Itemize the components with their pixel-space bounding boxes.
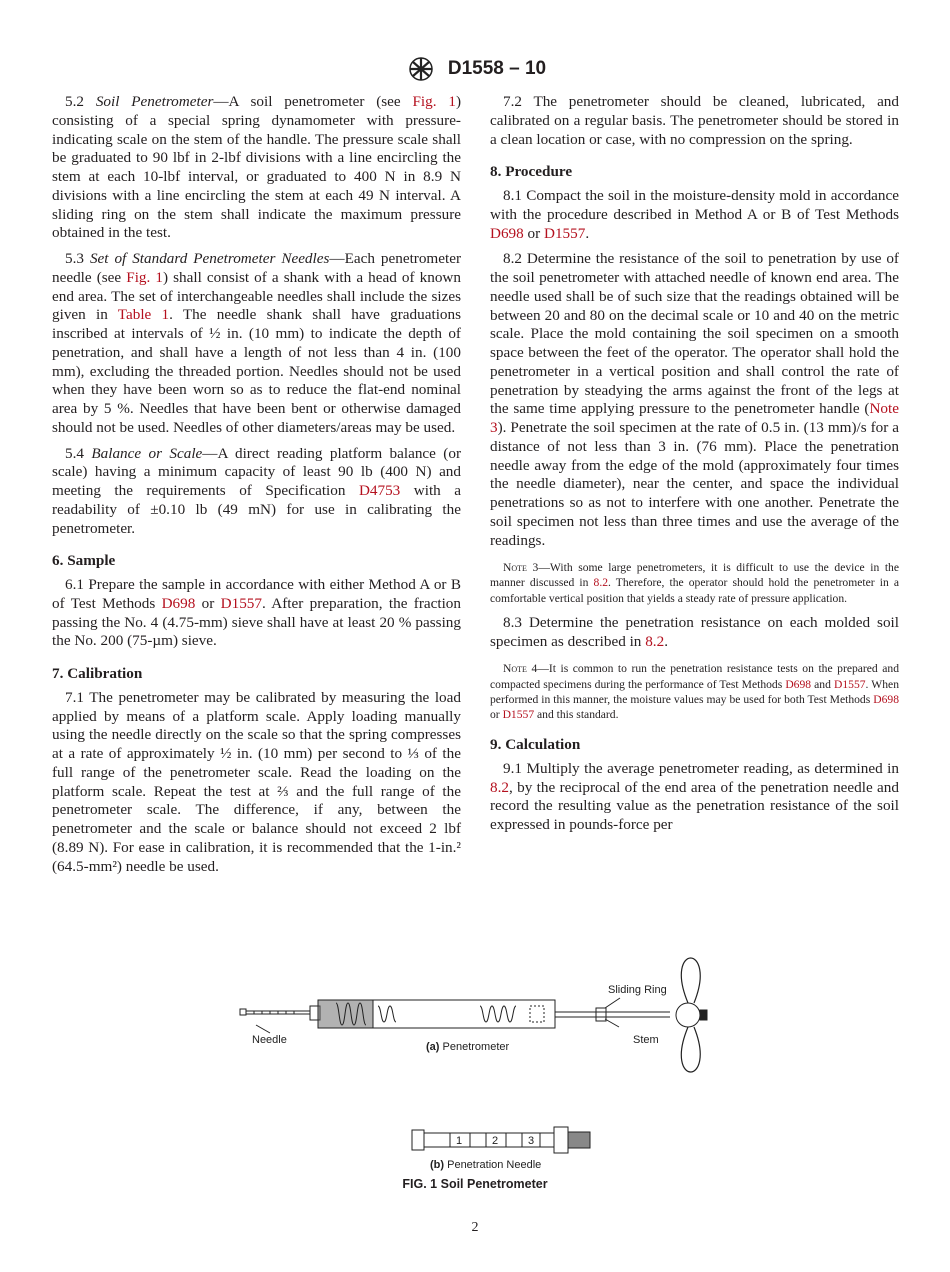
text-run: and	[811, 677, 834, 691]
cross-reference-link[interactable]: D1557	[220, 594, 262, 612]
paragraph	[490, 250, 899, 550]
text-run: 3—With some large penetrometers, it is difficult to use the device in the manner discussed in	[490, 561, 899, 590]
italic-term: Soil Penetrometer	[95, 93, 214, 110]
cross-reference-link[interactable]: D4753	[358, 482, 401, 499]
subcaption-b: (b) Penetration Needle	[430, 1159, 542, 1171]
penetration-needle-drawing	[412, 1127, 590, 1153]
paragraph	[490, 614, 899, 652]
cross-reference-link[interactable]: Fig. 1	[126, 268, 163, 286]
subcaption-a: (a) Penetrometer	[426, 1041, 510, 1053]
paragraph	[490, 93, 899, 149]
section-heading	[52, 665, 461, 684]
text-run: 8.1 Compact the soil in the moisture-density mold in accordance with the procedure described in Method A or B of Test Methods	[490, 187, 899, 223]
text-run: .	[664, 632, 668, 650]
cross-reference-link[interactable]: D698	[873, 692, 899, 706]
cross-reference-link[interactable]: D698	[161, 594, 196, 612]
soil-penetrometer-figure	[230, 930, 730, 1200]
paragraph	[52, 689, 461, 877]
text-run: with a readability of ±0.10 lb (49 mN) for use in calibrating the penetrometer.	[52, 482, 461, 537]
text-run: or	[490, 707, 503, 721]
text-run: 9.1 Multiply the average penetrometer reading, as determined in	[503, 759, 899, 777]
left-column	[52, 93, 461, 883]
text-run: . Therefore, the operator should hold the penetrometer in a comfortable vertical position that yields a steady rate of pressure application.	[490, 576, 899, 605]
cross-reference-link[interactable]: D698	[785, 677, 812, 691]
section-heading	[490, 163, 899, 182]
text-run: , by the reciprocal of the end area of the penetration needle and record the resulting value as the penetration resistance of the soil expressed in pounds-force per	[490, 778, 899, 834]
needle-mark-1: 1	[456, 1135, 463, 1147]
paragraph	[52, 250, 461, 438]
text-run: 6. Sample	[52, 552, 116, 570]
needle-mark-3: 3	[528, 1135, 535, 1147]
cross-reference-link[interactable]: 8.2	[645, 632, 665, 650]
text-run: 8. Procedure	[490, 163, 573, 181]
paragraph	[490, 187, 899, 243]
note-paragraph	[490, 560, 899, 606]
paragraph	[52, 576, 461, 651]
text-run: 4—It is common to run the penetration resistance tests on the prepared and compacted specimens during the performance of Test Methods	[490, 662, 899, 691]
cross-reference-link[interactable]: D1557	[833, 677, 866, 691]
text-run: 7.2 The penetrometer should be cleaned, lubricated, and calibrated on a regular basis. The penetrometer should be stored in a clean location or case, with no compression on the spring.	[490, 93, 899, 148]
text-run: and this standard.	[534, 707, 619, 721]
text-run: . After preparation, the fraction passing the No. 4 (4.75-mm) sieve shall have at least 20 % passing the No. 200 (75-µm) sieve.	[52, 594, 461, 650]
text-run: . The needle shank shall have graduations inscribed at intervals of ½ in. (10 mm) to indicate the depth of penetration, and shall have a length of not less than 4 in. (100 mm), excluding the threaded portion. Needles should not be used when they have been worn so as to reduce the flat-end nominal area by 5 %. Needles that have been bent or otherwise damaged should not be used. Needles of other diameters/areas may be used.	[52, 306, 462, 436]
italic-term: Set of Standard Penetrometer Needles	[89, 250, 330, 267]
astm-logo-icon	[404, 56, 438, 82]
cross-reference-link[interactable]: Fig. 1	[412, 93, 456, 110]
text-run: Note	[503, 561, 527, 575]
text-run: —A soil penetrometer (see	[213, 93, 413, 110]
cross-reference-link[interactable]: Note 3	[490, 400, 899, 436]
text-run: 9. Calculation	[490, 736, 581, 754]
needle-mark-2: 2	[492, 1135, 499, 1147]
standard-designation: D1558 – 10	[447, 58, 547, 79]
cross-reference-link[interactable]: 8.2	[593, 576, 609, 590]
text-run: ). Penetrate the soil specimen at the rate of 0.5 in. (13 mm)/s for a distance of not less than 3 in. (76 mm). Place the penetration needle away from the edge of the mold (approximately four times the needle diameter), near the center, and space the individual penetrations so as not to interfere with one another. Penetrate the soil specimen not less than three times and use the average of the readings.	[490, 419, 899, 549]
cross-reference-link[interactable]: 8.2	[490, 778, 509, 796]
text-run: 7.1 The penetrometer may be calibrated by measuring the load applied by means of a platform scale. Apply loading manually using the needle directly on the scale so that the spring compresses at a rate of approximately ½ in. (10 mm) per second to ⅓ of the full range of the penetrometer scale. Read the loading on the platform scale. Repeat the test at ⅔ and the full range of the penetrometer scale. The difference, if any, between the penetrometer and the scale or balance should not exceed 2 lbf (8.89 N). For ease in calibration, it is recommended that the 1-in.² (64.5-mm²) needle be used.	[52, 688, 461, 875]
sliding-ring-label: Sliding Ring	[608, 984, 667, 996]
text-run: —A direct reading platform balance (or scale) having a minimum capacity of least 90 lb (400 N) and meeting the requirements of Specification	[52, 444, 462, 499]
text-run: 7. Calibration	[52, 665, 143, 682]
needle-label: Needle	[252, 1034, 287, 1046]
paragraph	[52, 445, 461, 539]
text-run: or	[523, 224, 544, 242]
text-run: 8.3 Determine the penetration resistance on each molded soil specimen as described in	[490, 613, 899, 650]
text-run: 5.2	[65, 93, 96, 110]
text-run: . When performed in this manner, the moisture values may be used for both Test Methods	[490, 677, 899, 706]
note-paragraph	[490, 661, 899, 722]
paragraph	[490, 760, 899, 835]
text-run: .	[585, 224, 590, 242]
section-heading	[52, 552, 461, 571]
paragraph	[52, 93, 461, 243]
text-run: 6.1 Prepare the sample in accordance with either Method A or B of Test Methods	[52, 576, 461, 612]
cross-reference-link[interactable]: D1557	[502, 707, 535, 721]
text-run: Note	[503, 662, 527, 676]
right-column	[490, 93, 899, 842]
figure-caption: FIG. 1 Soil Penetrometer	[402, 1177, 548, 1191]
cross-reference-link[interactable]: Table 1	[117, 306, 170, 324]
cross-reference-link[interactable]: D1557	[544, 224, 586, 242]
text-run: ) shall consist of a shank with a head of known end area. The set of interchangeable needles shall include the sizes given in	[52, 268, 461, 324]
text-run: 8.2 Determine the resistance of the soil to penetration by use of the soil penetrometer with attached needle of known end area. The needle used shall be of such size that the readings obtained will be between 20 and 80 on the decimal scale or 10 and 40 on the metric scale. Place the mold containing the soil specimen on a smooth space between the feet of the operator. The operator shall hold the penetrometer in a vertical position and shall control the rate of penetration by steadying the arms against the front of the legs at the same time applying pressure to the penetrometer handle (	[490, 250, 899, 418]
page-header	[0, 56, 950, 82]
text-run: ) consisting of a special spring dynamometer with pressure-indicating scale on the stem of the handle. The pressure scale shall be graduated to 90 lbf in 2-lbf divisions with a line encircling the stem at each 10-lbf interval, or graduated to 400 N in 8.9 N divisions with a line encircling the stem at each 49 N interval. A sliding ring on the stem shall indicate the maximum pressure obtained in the test.	[52, 93, 462, 242]
stem-label: Stem	[633, 1034, 659, 1046]
text-run: 5.3	[65, 250, 90, 267]
text-run: or	[195, 594, 221, 612]
italic-term: Balance or Scale	[91, 444, 203, 462]
text-run: 5.4	[65, 444, 92, 462]
penetrometer-drawing	[240, 958, 707, 1072]
page-number: 2	[471, 1220, 479, 1235]
text-run: —Each penetrometer needle (see	[52, 250, 462, 286]
section-heading	[490, 736, 899, 755]
cross-reference-link[interactable]: D698	[490, 224, 524, 242]
